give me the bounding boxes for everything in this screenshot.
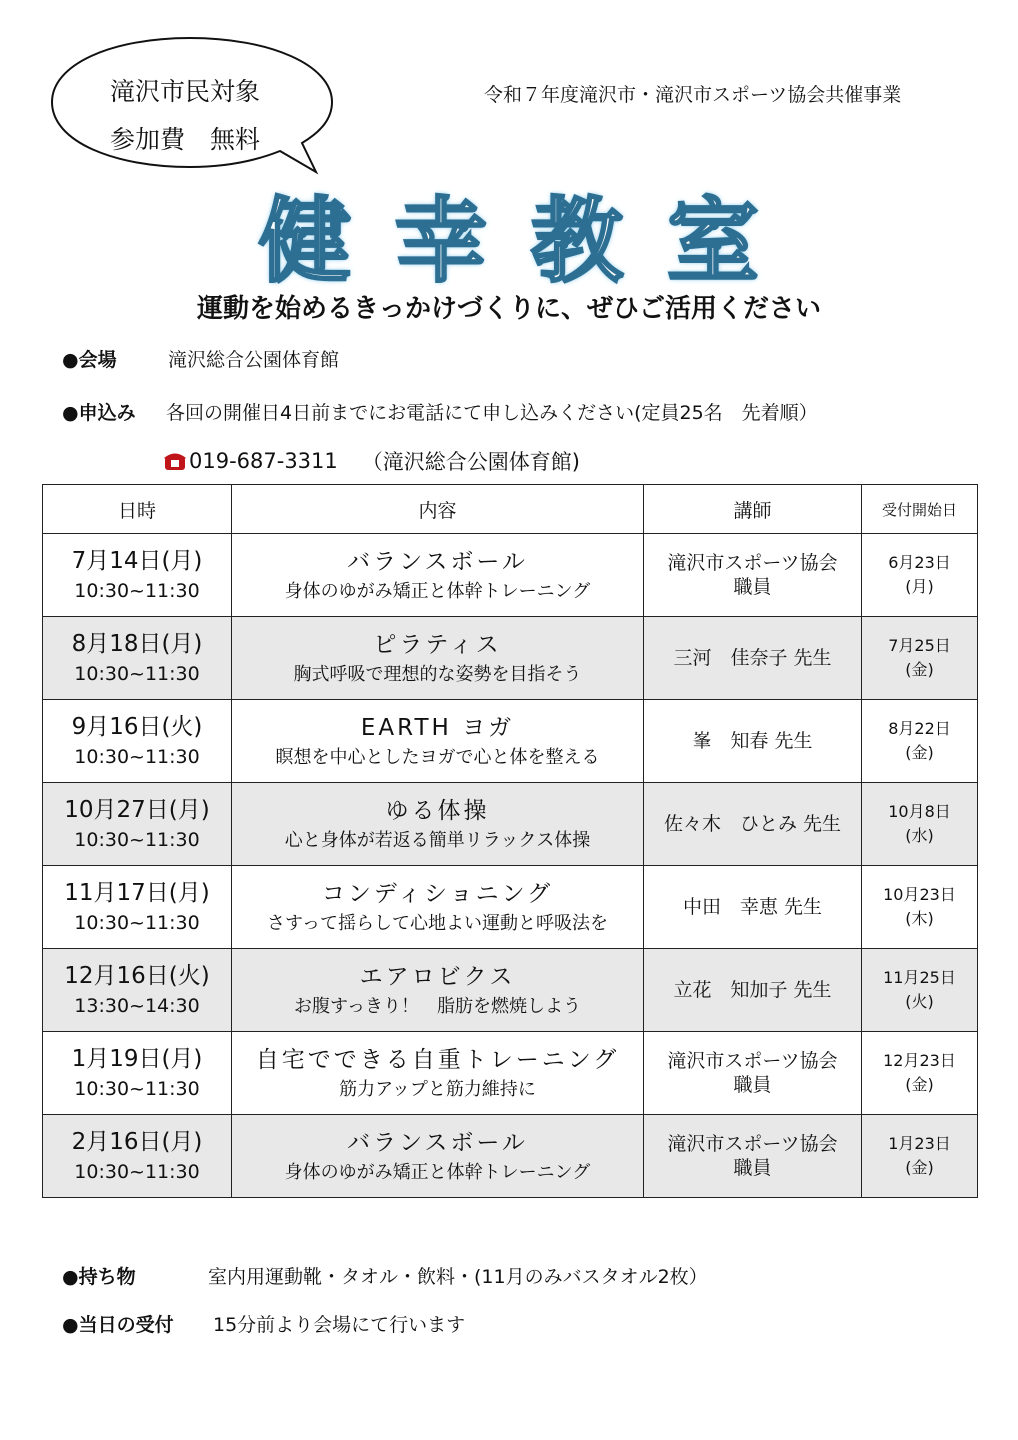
instructor-name: 滝沢市スポーツ協会 (667, 1133, 838, 1155)
session-title: ピラティス (373, 632, 502, 658)
venue-value: 滝沢総合公園体育館 (168, 349, 340, 371)
session-title: コンディショニング (321, 881, 554, 907)
table-row (43, 534, 978, 617)
reception-start-day: (金) (905, 1158, 934, 1177)
session-description: 筋力アップと筋力維持に (339, 1079, 536, 1100)
reception-start-day: (火) (905, 992, 934, 1011)
session-title: バランスボール (347, 549, 528, 575)
reception-start-date: 1月23日 (888, 1134, 951, 1153)
reception-start-day: (木) (905, 909, 934, 928)
session-title: EARTH ヨガ (360, 715, 515, 741)
phone-line (163, 446, 580, 476)
schedule-table (42, 484, 978, 1198)
instructor-name: 中田 幸恵 先生 (682, 896, 823, 918)
instructor-role: 職員 (733, 576, 772, 598)
reception-label: ●当日の受付 (62, 1314, 174, 1336)
session-time: 10:30~11:30 (74, 580, 200, 602)
reception-start-date: 10月23日 (883, 885, 956, 904)
session-description: 身体のゆがみ矯正と体幹トレーニング (284, 1162, 591, 1183)
reception-start-date: 6月23日 (888, 553, 951, 572)
session-time: 10:30~11:30 (74, 912, 200, 934)
belongings-value: 室内用運動靴・タオル・飲料・(11月のみバスタオル2枚） (208, 1266, 708, 1288)
cohost-text: 令和７年度滝沢市・滝沢市スポーツ協会共催事業 (484, 84, 902, 106)
session-time: 10:30~11:30 (74, 746, 200, 768)
reception-start-date: 8月22日 (888, 719, 951, 738)
session-time: 10:30~11:30 (74, 829, 200, 851)
phone-number[interactable]: 019-687-3311 (189, 449, 338, 473)
venue-label: ●会場 (62, 349, 117, 371)
session-description: 心と身体が若返る簡単リラックス体操 (284, 830, 591, 851)
session-description: お腹すっきり！ 脂肪を燃焼しよう (294, 996, 581, 1017)
reception-start-day: (月) (905, 577, 934, 596)
session-date: 7月14日(月) (71, 548, 203, 574)
instructor-name: 滝沢市スポーツ協会 (667, 552, 838, 574)
table-row (43, 1115, 978, 1198)
session-time: 10:30~11:30 (74, 663, 200, 685)
session-description: 身体のゆがみ矯正と体幹トレーニング (284, 581, 591, 602)
instructor-name: 佐々木 ひとみ 先生 (663, 813, 842, 835)
page-title: 健幸教室 (258, 188, 803, 295)
reception-start-day: (金) (905, 660, 934, 679)
instructor-name: 峯 知春 先生 (692, 730, 813, 752)
reception-start-date: 12月23日 (883, 1051, 956, 1070)
session-time: 10:30~11:30 (74, 1161, 200, 1183)
session-description: さすって揺らして心地よい運動と呼吸法を (267, 913, 608, 934)
reception-start-day: (水) (905, 826, 934, 845)
reception-start-date: 7月25日 (888, 636, 951, 655)
belongings-label: ●持ち物 (62, 1266, 136, 1288)
table-row (43, 949, 978, 1032)
table-row (43, 617, 978, 700)
header-instructor: 講師 (644, 485, 862, 534)
telephone-icon (163, 450, 187, 472)
session-title: バランスボール (347, 1130, 528, 1156)
instructor-role: 職員 (733, 1074, 772, 1096)
session-date: 9月16日(火) (71, 714, 203, 740)
apply-value: 各回の開催日4日前までにお電話にて申し込みください(定員25名 先着順） (166, 402, 818, 424)
session-description: 胸式呼吸で理想的な姿勢を目指そう (293, 664, 582, 685)
instructor-name: 三河 佳奈子 先生 (673, 647, 832, 669)
session-title: エアロビクス (359, 964, 516, 990)
table-row (43, 866, 978, 949)
session-description: 瞑想を中心としたヨガで心と体を整える (275, 747, 600, 768)
bubble-target: 滝沢市民対象 (109, 77, 260, 106)
table-row (43, 700, 978, 783)
session-date: 2月16日(月) (71, 1129, 203, 1155)
table-row (43, 1032, 978, 1115)
subtitle: 運動を始めるきっかけづくりに、ぜひご活用ください (196, 294, 821, 324)
reception-value: 15分前より会場にて行います (213, 1314, 466, 1336)
reception-start-date: 10月8日 (888, 802, 951, 821)
session-title: 自宅でできる自重トレーニング (255, 1047, 620, 1073)
reception-start-day: (金) (905, 1075, 934, 1094)
session-date: 8月18日(月) (71, 631, 203, 657)
instructor-name: 滝沢市スポーツ協会 (667, 1050, 838, 1072)
speech-bubble (40, 30, 350, 190)
reception-start-day: (金) (905, 743, 934, 762)
instructor-name: 立花 知加子 先生 (673, 979, 832, 1001)
session-title: ゆる体操 (385, 798, 490, 824)
header-datetime: 日時 (43, 485, 232, 534)
apply-label: ●申込み (62, 402, 136, 424)
header-reception-start: 受付開始日 (862, 485, 978, 534)
instructor-role: 職員 (733, 1157, 772, 1179)
phone-note: （滝沢総合公園体育館) (361, 450, 580, 474)
session-time: 10:30~11:30 (74, 1078, 200, 1100)
header-content: 内容 (232, 485, 644, 534)
table-row (43, 783, 978, 866)
session-date: 1月19日(月) (71, 1046, 203, 1072)
session-time: 13:30~14:30 (74, 995, 200, 1017)
reception-start-date: 11月25日 (883, 968, 956, 987)
session-date: 10月27日(月) (64, 797, 210, 823)
session-date: 11月17日(月) (64, 880, 210, 906)
bubble-fee: 参加費 無料 (109, 125, 260, 154)
session-date: 12月16日(火) (64, 963, 210, 989)
